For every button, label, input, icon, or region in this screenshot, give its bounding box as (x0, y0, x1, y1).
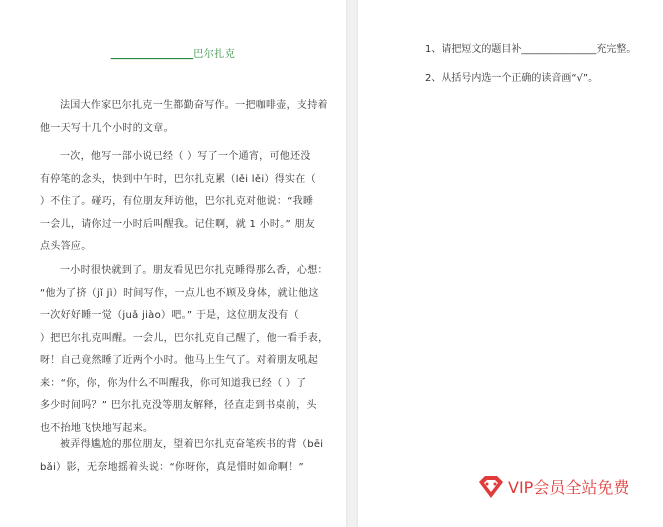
question-2: 2、从括号内选一个正确的读音画“√”。 (425, 73, 599, 84)
paragraph-line: 一次好好睡一觉（juǎ jiào）吧。” 于是，这位朋友没有（ (40, 310, 299, 321)
page-title (0, 45, 346, 60)
paragraph-line: 点头答应。 (40, 241, 92, 252)
question-1: 1、请把短文的题目补_______________充完整。 (425, 44, 637, 55)
paragraph (40, 434, 324, 479)
paragraph-line: “他为了挤（jǐ jì）时间写作，一点儿也不顾及身体，就让他这 (40, 287, 319, 299)
watermark-text: VIP会员全站免费 (508, 478, 630, 497)
paragraph-line: 多少时间吗？” 巴尔扎克没等朋友解释，径直走到书桌前，头 (40, 400, 317, 411)
paragraph-line: 来：“你，你，你为什么不叫醒我，你可知道我已经（ ）了 (40, 377, 307, 389)
paragraph-line: 被弄得尴尬的那位朋友，望着巴尔扎克奋笔疾书的背（bēi (60, 439, 324, 450)
paragraph (40, 260, 329, 440)
paragraph-line: ）把巴尔扎克叫醒。一会儿，巴尔扎克自己醒了，他一看手表， (40, 332, 329, 344)
paragraph-line: 他一天写十几个小时的文章。 (40, 122, 174, 134)
paragraph-line: 有停笔的念头，快到中午时，巴尔扎克累（lěi lěi）得实在（ (40, 173, 316, 185)
paragraph-line: 呀！自己竟然睡了近两个小时。他马上生气了。对着朋友吼起 (40, 355, 319, 366)
crown-diamond-icon (476, 472, 506, 502)
paragraph-line: 一会儿，请你过一小时后叫醒我。记住啊，就 1 小时。” 朋友 (40, 218, 316, 230)
paragraph-line: 一小时很快就到了。朋友看见巴尔扎克睡得那么香，心想： (60, 265, 328, 276)
paragraph-line: ）不住了。碰巧，有位朋友拜访他，巴尔扎克对他说：“我睡 (40, 196, 314, 207)
paragraph (40, 95, 328, 140)
paragraph (40, 146, 316, 259)
paragraph-line: 法国大作家巴尔扎克一生都勤奋写作。一把咖啡壶，支持着 (60, 100, 328, 111)
paragraph-line: bǎi）影，无奈地摇着头说：“你呀你，真是惜时如命啊！” (40, 461, 305, 473)
title-blank: _______________ (110, 49, 194, 60)
vip-watermark[interactable] (468, 470, 658, 506)
paragraph-line: 也不抬地飞快地写起来。 (40, 422, 154, 434)
title-text: 巴尔扎克 (193, 49, 236, 60)
paragraph-line: 一次，他写一部小说已经（ ）写了一个通宵，可他还没 (60, 151, 311, 162)
